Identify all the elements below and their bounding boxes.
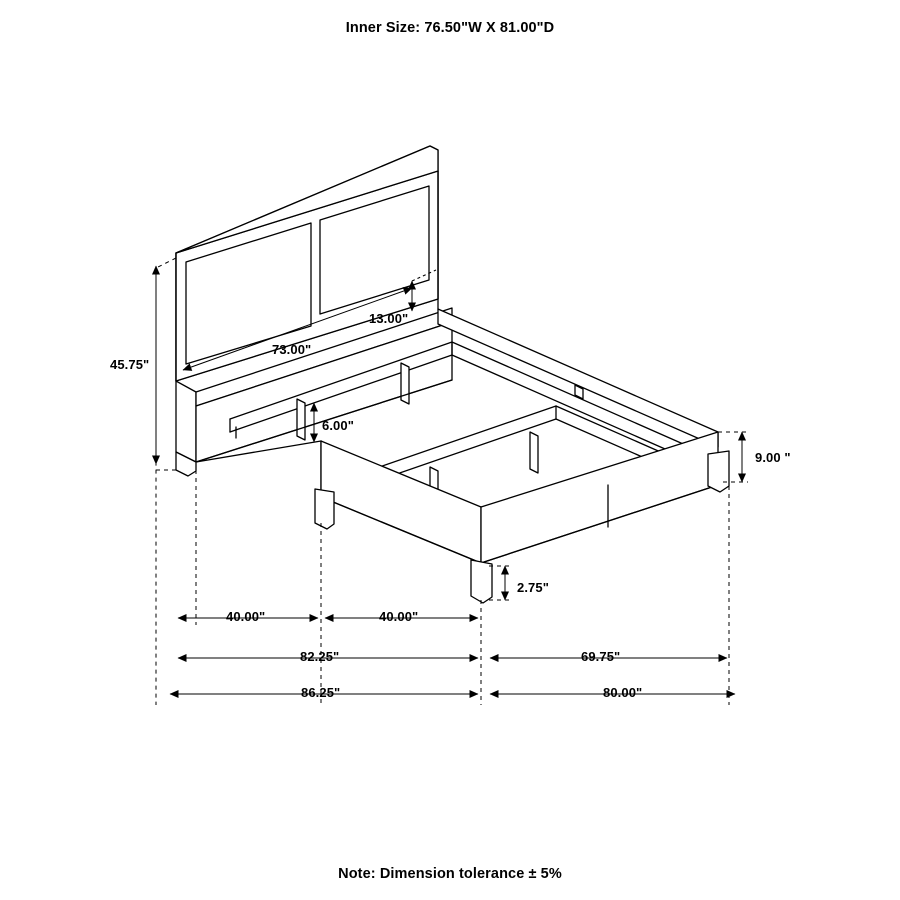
dimension-label-overall-diagonal-right: 69.75" [581, 649, 621, 664]
dimension-label-overall-diagonal-left: 82.25" [300, 649, 340, 664]
dimension-label-headboard-panel-height: 13.00" [369, 311, 409, 326]
dimension-label-half-width-left: 40.00" [226, 609, 266, 624]
dimension-label-slat-support-leg-height: 6.00" [322, 418, 354, 433]
dimension-label-foot-leg-height: 2.75" [517, 580, 549, 595]
dimension-label-overall-depth: 80.00" [603, 685, 643, 700]
dimension-label-overall-width: 86.25" [301, 685, 341, 700]
page-title: Inner Size: 76.50"W X 81.00"D [345, 20, 555, 36]
dimension-label-half-width-right: 40.00" [379, 609, 419, 624]
dimension-label-side-rail-top-height: 9.00 " [755, 450, 791, 465]
tolerance-note: Note: Dimension tolerance ± 5% [338, 866, 562, 882]
dimension-label-headboard-inner-width: 73.00" [272, 342, 312, 357]
dimension-label-headboard-to-floor-height: 45.75" [110, 357, 150, 372]
